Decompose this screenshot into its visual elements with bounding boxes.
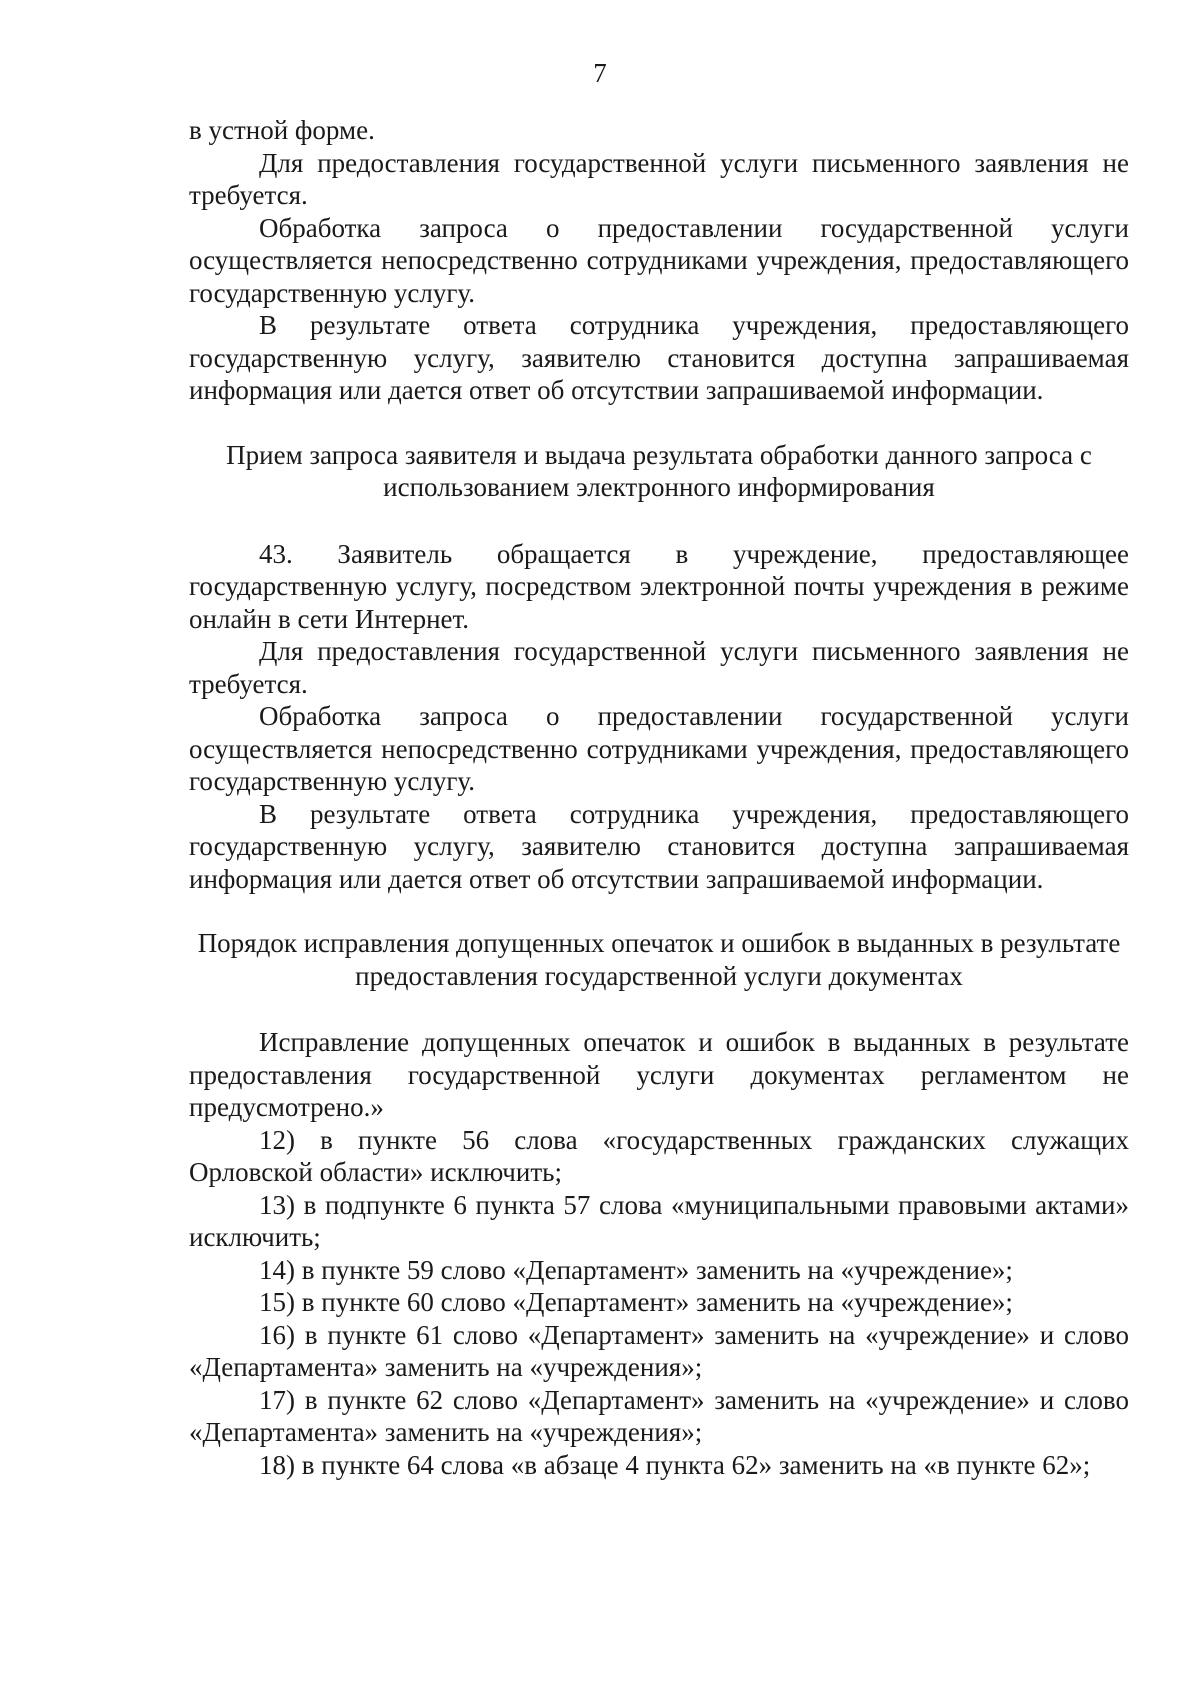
paragraph: Исправление допущенных опечаток и ошибок в выданных в результате предоставления государственной услуги документах регламентом не предусмотрено.»: [189, 1027, 1129, 1122]
paragraph: В результате ответа сотрудника учреждения, предоставляющего государственную услугу, заявителю становится доступна запрашиваемая информация или дается ответ об отсутствии запрашиваемой информации.: [189, 798, 1129, 894]
document-body: [189, 114, 1129, 1481]
paragraph: Для предоставления государственной услуги письменного заявления не требуется.: [189, 147, 1129, 210]
paragraph: 43. Заявитель обращается в учреждение, предоставляющее государственную услугу, посредством электронной почты учреждения в режиме онлайн в сети Интернет.: [189, 538, 1129, 634]
section-heading: Порядок исправления допущенных опечаток и ошибок в выданных в результате предоставления государственной услуги документах: [197, 928, 1121, 991]
list-item: 13) в подпункте 6 пункта 57 слова «муниципальными правовыми актами» исключить;: [189, 1189, 1129, 1252]
list-item: 18) в пункте 64 слова «в абзаце 4 пункта 62» заменить на «в пункте 62»;: [259, 1449, 1091, 1480]
list-item: 15) в пункте 60 слово «Департамент» заменить на «учреждение»;: [259, 1287, 1013, 1317]
paragraph: Для предоставления государственной услуги письменного заявления не требуется.: [189, 636, 1129, 699]
paragraph: В результате ответа сотрудника учреждения, предоставляющего государственную услугу, заявителю становится доступна запрашиваемая информация или дается ответ об отсутствии запрашиваемой информации.: [189, 310, 1129, 405]
list-item: 17) в пункте 62 слово «Департамент» заменить на «учреждение» и слово «Департамента» заменить на «учреждения»;: [189, 1384, 1129, 1447]
paragraph: в устной форме.: [189, 115, 375, 145]
list-item: 14) в пункте 59 слово «Департамент» заменить на «учреждение»;: [259, 1254, 1013, 1285]
section-heading: Прием запроса заявителя и выдача результата обработки данного запроса с использованием электронного информирования: [226, 439, 1092, 502]
page-number: 7: [593, 58, 607, 88]
list-item: 16) в пункте 61 слово «Департамент» заменить на «учреждение» и слово «Департамента» заменить на «учреждения»;: [189, 1319, 1129, 1382]
list-item: 12) в пункте 56 слова «государственных гражданских служащих Орловской области» исключить;: [189, 1124, 1129, 1187]
paragraph: Обработка запроса о предоставлении государственной услуги осуществляется непосредственно сотрудниками учреждения, предоставляющего государственную услугу.: [189, 701, 1129, 796]
paragraph: Обработка запроса о предоставлении государственной услуги осуществляется непосредственно сотрудниками учреждения, предоставляющего государственную услугу.: [189, 212, 1129, 308]
